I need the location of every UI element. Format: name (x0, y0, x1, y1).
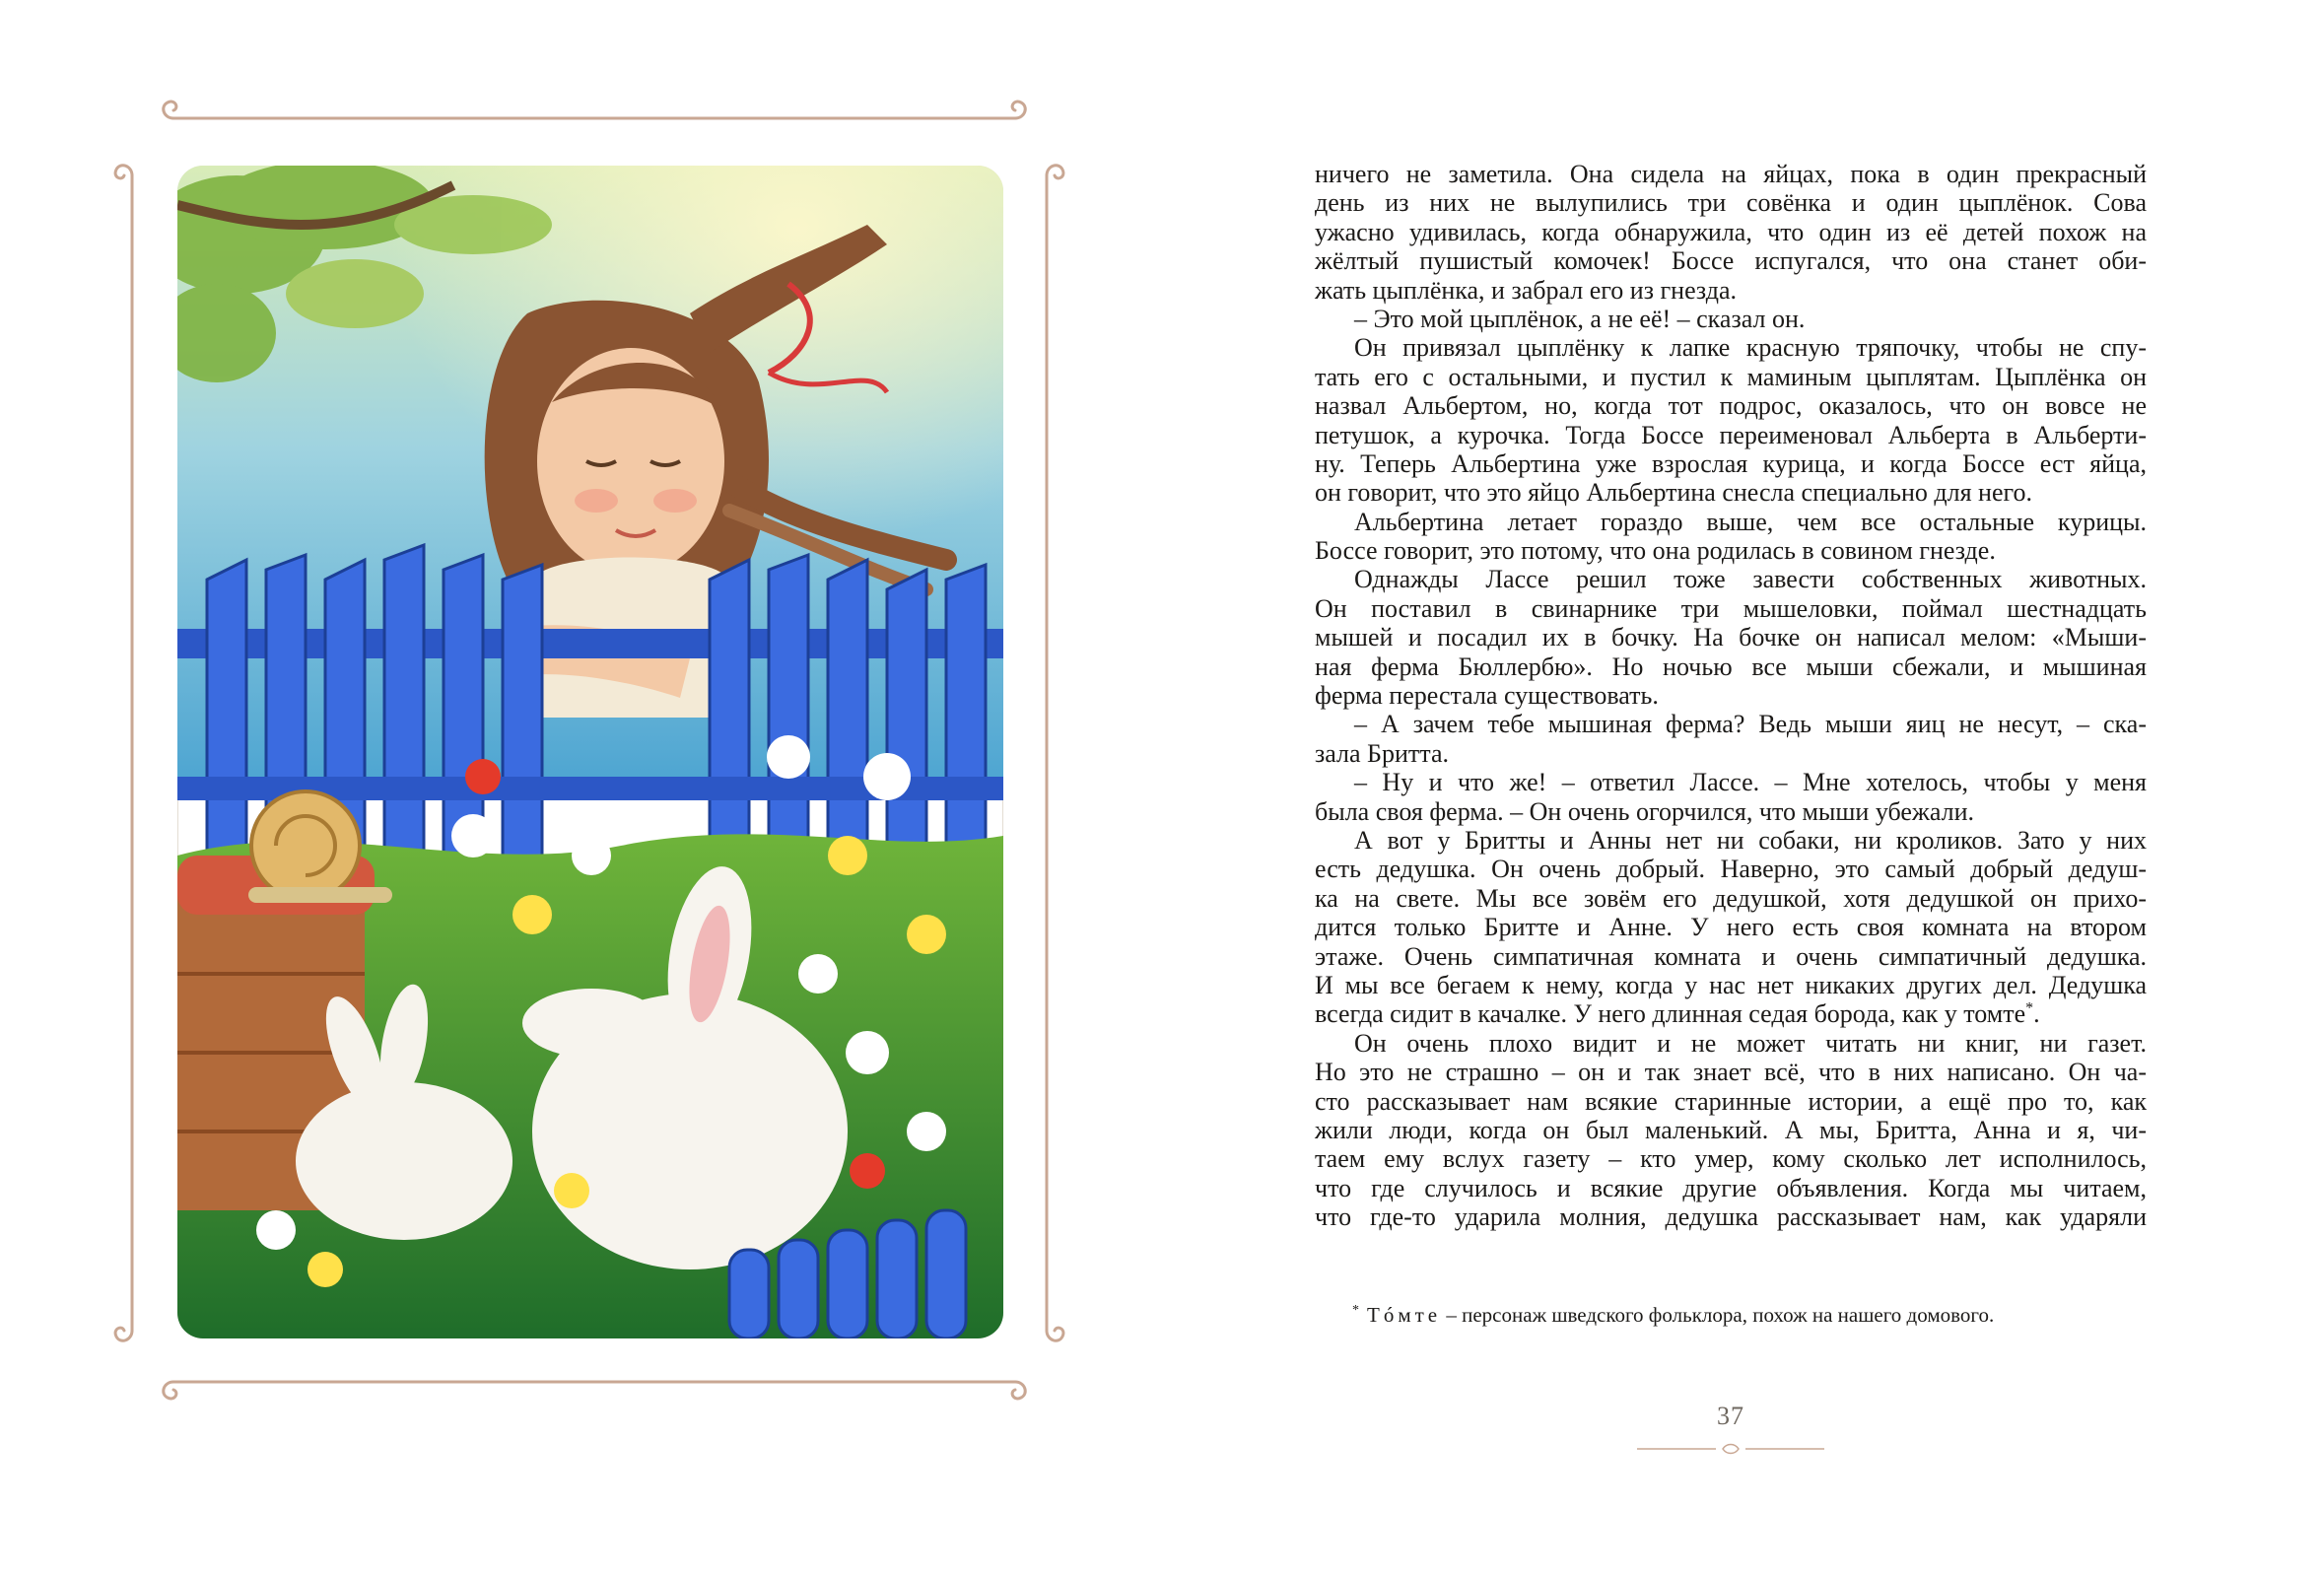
text-line: А вот у Бритты и Анны нет ни собаки, ни кроликов. Зато у них (1354, 825, 2147, 855)
text-line: есть дедушка. Он очень добрый. Наверно, это самый добрый дедуш- (1315, 855, 2147, 884)
text-line: зала Бритта. (1315, 738, 1449, 768)
girl-fence-rabbits-illustration (177, 166, 1003, 1338)
footnote-term: Тóмте (1367, 1303, 1442, 1327)
text-line: Он привязал цыплёнку к лапке красную тряпочку, чтобы не спу- (1354, 333, 2147, 363)
text-line: – А зачем тебе мышиная ферма? Ведь мыши яиц не несут, – ска- (1354, 710, 2147, 739)
text-line: назвал Альбертом, но, когда тот подрос, оказалось, что он вовсе не (1315, 391, 2147, 421)
text-line: жили люди, когда он был маленький. А мы, Бритта, Анна и я, чи- (1315, 1115, 2147, 1144)
text-line: он говорит, что это яйцо Альбертина снесла специально для него. (1315, 478, 2032, 508)
text-line: таем ему вслух газету – кто умер, кому сколько лет исполнилось, (1315, 1144, 2147, 1174)
text-line: ничего не заметила. Она сидела на яйцах, пока в один прекрасный (1315, 160, 2147, 188)
text-line: жать цыплёнка, и забрал его из гнезда. (1315, 275, 1737, 305)
page-number-ornament (1632, 1439, 1829, 1459)
footnote-reference: * (2025, 999, 2034, 1017)
text-line: Он очень плохо видит и не может читать ни книг, ни газет. (1354, 1028, 2147, 1058)
footnote-text: – персонаж шведского фольклора, похож на нашего домового. (1441, 1303, 1995, 1327)
text-line: что где-то ударила молния, дедушка рассказывает нам, как ударяли (1315, 1202, 2147, 1232)
text-line: была своя ферма. – Он очень огорчился, что мыши убежали. (1315, 796, 1975, 826)
text-line: Боссе говорит, это потому, что она родилась в совином гнезде. (1315, 536, 1996, 566)
text-line: ужасно удивилась, когда обнаружила, что один из её детей похож на (1315, 217, 2147, 246)
text-line: этаже. Очень симпатичная комната и очень симпатичный дедушка. (1315, 941, 2147, 971)
text-line: ферма перестала существовать. (1315, 681, 1659, 711)
text-line: петушок, а курочка. Тогда Боссе переименовал Альберта в Альберти- (1315, 420, 2147, 449)
text-line: И мы все бегаем к нему, когда у нас нет никаких других дел. Дедушка (1315, 970, 2147, 999)
text-line: день из них не вылупились три совёнка и один цыплёнок. Сова (1315, 188, 2147, 218)
text-line: – Это мой цыплёнок, а не её! – сказал он. (1354, 304, 1806, 333)
text-line: тать его с остальными, и пустил к маминым цыплятам. Цыплёнка он (1315, 362, 2147, 391)
text-line: дится только Бритте и Анне. У него есть своя комната на втором (1315, 913, 2147, 942)
page-text (1315, 160, 2147, 1231)
text-line: сто рассказывает нам всякие старинные истории, а ещё про то, как (1315, 1086, 2147, 1116)
footnote-mark: * (1352, 1303, 1359, 1318)
text-line: ну. Теперь Альбертина уже взрослая курица, и когда Боссе ест яйца, (1315, 448, 2147, 478)
text-line: Однажды Лассе решил тоже завести собственных животных. (1354, 565, 2147, 594)
text-line: Он поставил в свинарнике три мышеловки, поймал шестнадцать (1315, 593, 2147, 623)
footnote (1352, 1297, 2141, 1329)
text-line: что где случилось и всякие другие объявления. Когда мы читаем, (1315, 1173, 2147, 1202)
text-line: ка на свете. Мы все зовём его дедушкой, хотя дедушкой он прихо- (1315, 883, 2147, 913)
text-line: – Ну и что же! – ответил Лассе. – Мне хотелось, чтобы у меня (1354, 768, 2147, 797)
text-line: Альбертина летает гораздо выше, чем все остальные курицы. (1354, 507, 2147, 536)
page-number: 37 (1717, 1402, 1744, 1430)
text-line: Но это не страшно – он и так знает всё, что в них написано. Он ча- (1315, 1058, 2147, 1087)
text-line: жёлтый пушистый комочек! Боссе испугался, что она станет оби- (1315, 246, 2147, 276)
text-line: мышей и посадил их в бочку. На бочке он написал мелом: «Мыши- (1315, 623, 2147, 652)
text-line: ная ферма Бюллербю». Но ночью все мыши сбежали, и мышиная (1315, 651, 2147, 681)
text-line-with-footnote-ref: всегда сидит в качалке. У него длинная седая борода, как у томте*. (1315, 999, 2040, 1029)
